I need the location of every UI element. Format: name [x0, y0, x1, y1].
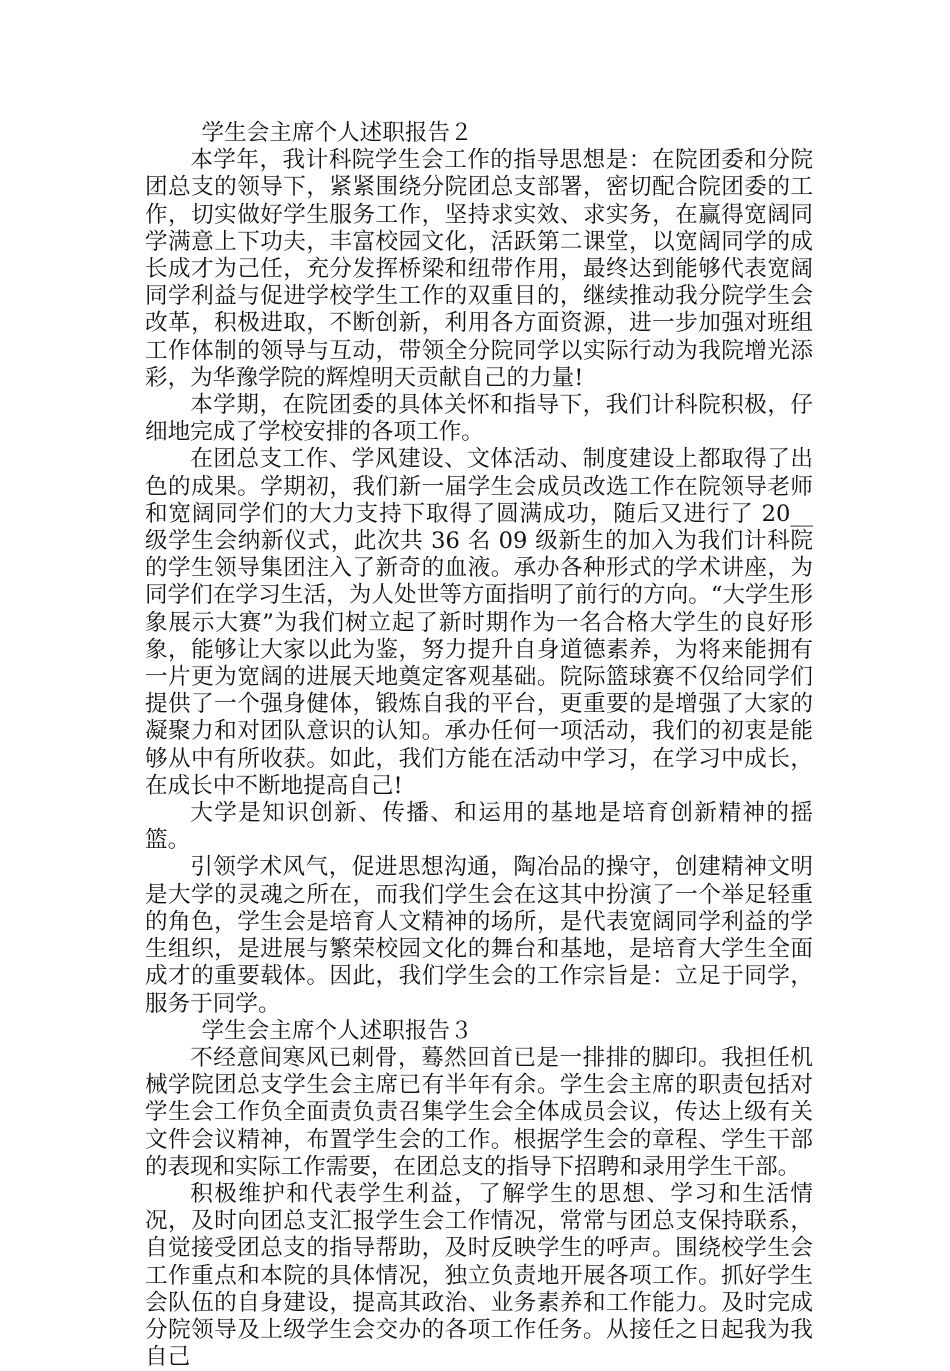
body-paragraph: 不经意间寒风已刺骨，蓦然回首已是一排排的脚印。我担任机械学院团总支学生会主席已有半年有余。学生会主席的职责包括对学生会工作负全面责负责召集学生会全体成员会议，传达上级有关文件会议精神，布置学生会的工作。根据学生会的章程、学生干部的表现和实际工作需要，在团总支的指导下招聘和录用学生干部。 — [145, 1044, 813, 1180]
body-paragraph: 本学期，在院团委的具体关怀和指导下，我们计科院积极，仔细地完成了学校安排的各项工作。 — [145, 392, 813, 446]
report-3-title: 学生会主席个人述职报告３ — [201, 1017, 473, 1044]
body-paragraph: 在团总支工作、学风建设、文体活动、制度建设上都取得了出色的成果。学期初，我们新一届学生会成员改选工作在院领导老师和宽阔同学们的大力支持下取得了圆满成功，随后又进行了 20__级学生会纳新仪式，此次共 36 名 09 级新生的加入为我们计科院的学生领导集团注入了新奇的血液。承办各种形式的学术讲座，为同学们在学习生活，为人处世等方面指明了前行的方向。“大学生形象展示大赛”为我们树立起了新时期作为一名合格大学生的良好形象，能够让大家以此为鉴，努力提升自身道德素养，为将来能拥有一片更为宽阔的进展天地奠定客观基础。院际篮球赛不仅给同学们提供了一个强身健体，锻炼自我的平台，更重要的是增强了大家的凝聚力和对团队意识的认知。承办任何一项活动，我们的初衷是能够从中有所收获。如此，我们方能在活动中学习，在学习中成长，在成长中不断地提高自己! — [145, 446, 813, 799]
document-page — [145, 120, 813, 1371]
body-paragraph: 引领学术风气，促进思想沟通，陶冶品的操守，创建精神文明是大学的灵魂之所在，而我们学生会在这其中扮演了一个举足轻重的角色，学生会是培育人文精神的场所，是代表宽阔同学利益的学生组织，是进展与繁荣校园文化的舞台和基地，是培育大学生全面成才的重要载体。因此，我们学生会的工作宗旨是：立足于同学，服务于同学。 — [145, 854, 813, 1017]
body-paragraph: 大学是知识创新、传播、和运用的基地是培育创新精神的摇篮。 — [145, 800, 813, 854]
body-paragraph: 本学年，我计科院学生会工作的指导思想是：在院团委和分院团总支的领导下，紧紧围绕分院团总支部署，密切配合院团委的工作，切实做好学生服务工作，坚持求实效、求实务，在赢得宽阔同学满意上下功夫，丰富校园文化，活跃第二课堂，以宽阔同学的成长成才为己任，充分发挥桥梁和纽带作用，最终达到能够代表宽阔同学利益与促进学校学生工作的双重目的，继续推动我分院学生会改革，积极进取，不断创新，利用各方面资源，进一步加强对班组工作体制的领导与互动，带领全分院同学以实际行动为我院增光添彩，为华豫学院的辉煌明天贡献自己的力量! — [145, 147, 813, 391]
body-paragraph: 积极维护和代表学生利益，了解学生的思想、学习和生活情况，及时向团总支汇报学生会工作情况，常常与团总支保持联系，自觉接受团总支的指导帮助，及时反映学生的呼声。围绕校学生会工作重点和本院的具体情况，独立负责地开展各项工作。抓好学生会队伍的自身建设，提高其政治、业务素养和工作能力。及时完成分院领导及上级学生会交办的各项工作任务。从接任之日起我为我自己 — [145, 1180, 813, 1371]
report-2-title: 学生会主席个人述职报告２ — [201, 120, 473, 146]
